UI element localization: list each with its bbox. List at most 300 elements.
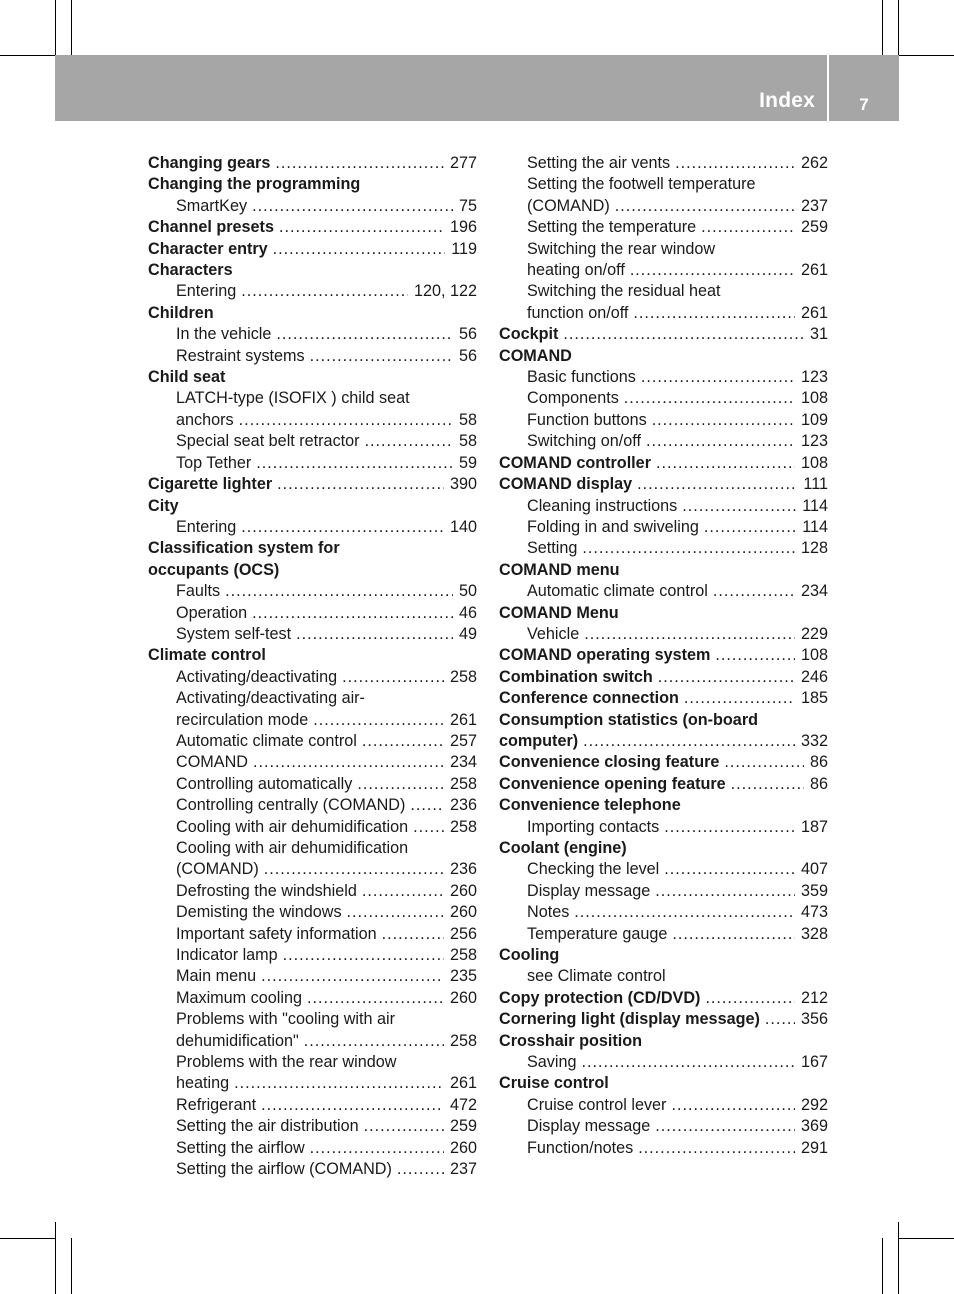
page-reference: 260: [449, 903, 477, 922]
entry-text: (COMAND): [527, 196, 610, 215]
page-reference: 473: [800, 903, 828, 922]
dot-leader: [671, 1095, 795, 1116]
index-subentry: [148, 281, 477, 302]
entry-text: Function/notes: [527, 1138, 634, 1157]
index-subentry: [148, 624, 477, 645]
entry-text: Activating/deactivating: [176, 667, 338, 686]
dot-leader: [362, 881, 444, 902]
dot-leader: [357, 774, 444, 795]
index-subentry: [499, 388, 828, 409]
index-entry: [148, 217, 477, 238]
entry-row: [527, 153, 828, 174]
index-subentry: [499, 817, 828, 838]
entry-text: Convenience closing feature: [499, 753, 720, 772]
index-entry: [148, 260, 477, 281]
entry-row: [499, 474, 828, 495]
page-reference: 140: [449, 517, 477, 536]
entry-text: Top Tether: [176, 453, 252, 472]
page-reference: 58: [458, 410, 477, 429]
page-reference: 390: [449, 475, 477, 494]
entry-row: [176, 1031, 477, 1052]
entry-text: occupants (OCS): [148, 560, 280, 579]
dot-leader: [675, 153, 795, 174]
index-subentry: [499, 1138, 828, 1159]
entry-text: Operation: [176, 603, 248, 622]
index-entry: [499, 453, 828, 474]
entry-text: Characters: [148, 261, 233, 280]
entry-text: Folding in and swiveling: [527, 517, 699, 536]
entry-row: [527, 924, 828, 945]
entry-text: Function buttons: [527, 410, 647, 429]
dot-leader: [313, 710, 444, 731]
entry-row: [527, 1138, 828, 1159]
dot-leader: [713, 581, 795, 602]
index-column-right: [499, 153, 828, 1159]
page-reference: 58: [458, 432, 477, 451]
entry-row: [527, 1116, 828, 1137]
dot-leader: [583, 731, 795, 752]
index-entry: [499, 667, 828, 688]
entry-text: COMAND controller: [499, 453, 651, 472]
entry-row: [176, 346, 477, 367]
dot-leader: [239, 410, 453, 431]
index-subentry: [499, 902, 828, 923]
index-entry: [148, 538, 477, 581]
entry-text: COMAND operating system: [499, 646, 711, 665]
dot-leader: [630, 260, 795, 281]
index-subentry: [499, 881, 828, 902]
index-subentry: [499, 1095, 828, 1116]
index-entry: [148, 239, 477, 260]
dot-leader: [682, 496, 796, 517]
index-entry: [499, 710, 828, 753]
index-subentry: [148, 1159, 477, 1180]
page-reference: 108: [800, 453, 828, 472]
dot-leader: [563, 324, 804, 345]
index-entry: [148, 645, 477, 666]
entry-text: Setting the footwell temperature: [527, 175, 756, 194]
entry-text: Problems with the rear window: [176, 1053, 397, 1072]
page-reference: 259: [800, 218, 828, 237]
dot-leader: [656, 453, 795, 474]
dot-leader: [304, 1031, 444, 1052]
index-entry: [499, 645, 828, 666]
page-reference: 59: [458, 453, 477, 472]
entry-text: Activating/deactivating air-: [176, 689, 365, 708]
index-subentry: [148, 431, 477, 452]
entry-row: [499, 752, 828, 773]
entry-text: anchors: [176, 410, 234, 429]
dot-leader: [655, 881, 795, 902]
dot-leader: [362, 731, 444, 752]
page-title: Index: [759, 89, 815, 112]
header-bar: [55, 55, 899, 121]
entry-text: COMAND menu: [499, 560, 620, 579]
page-reference: 114: [802, 517, 828, 536]
entry-text: Cooling with air dehumidification: [176, 817, 409, 836]
index-subentry: [148, 453, 477, 474]
dot-leader: [364, 1116, 444, 1137]
crop-mark: [71, 0, 72, 56]
index-entry: [499, 752, 828, 773]
dot-leader: [684, 688, 795, 709]
index-entry: [499, 603, 828, 624]
page-reference: 261: [800, 303, 828, 322]
entry-text: Channel presets: [148, 218, 274, 237]
entry-row: [176, 1159, 477, 1180]
entry-row: [527, 388, 828, 409]
index-subentry: [499, 367, 828, 388]
entry-row: [176, 603, 477, 624]
index-subentry: [499, 624, 828, 645]
entry-text: Copy protection (CD/DVD): [499, 988, 701, 1007]
index-subentry: [148, 581, 477, 602]
entry-row: [176, 710, 477, 731]
index-subentry: [148, 324, 477, 345]
index-subentry: [148, 388, 477, 431]
entry-text: Cruise control: [499, 1074, 609, 1093]
crop-mark: [0, 1238, 56, 1239]
entry-row: [527, 303, 828, 324]
dot-leader: [261, 1095, 444, 1116]
entry-row: [527, 367, 828, 388]
entry-row: [176, 795, 477, 816]
entry-text: Convenience opening feature: [499, 774, 726, 793]
page-reference: 114: [802, 496, 828, 515]
entry-text: Changing the programming: [148, 175, 361, 194]
dot-leader: [724, 752, 804, 773]
entry-text: Refrigerant: [176, 1095, 257, 1114]
page-reference: 56: [458, 325, 477, 344]
page-reference: 260: [449, 881, 477, 900]
dot-leader: [234, 1073, 444, 1094]
entry-row: [176, 945, 477, 966]
entry-row: [176, 859, 477, 880]
index-entry: [499, 945, 828, 966]
crop-mark: [882, 0, 883, 56]
entry-text: Child seat: [148, 368, 226, 387]
page-reference: 187: [800, 817, 828, 836]
page-reference: 260: [449, 1138, 477, 1157]
page-reference: 332: [800, 731, 828, 750]
page-reference: 359: [800, 881, 828, 900]
dot-leader: [273, 239, 446, 260]
index-subentry: [499, 174, 828, 217]
entry-text: recirculation mode: [176, 710, 309, 729]
page-reference: 212: [800, 988, 828, 1007]
index-subentry: [148, 196, 477, 217]
page-reference: 235: [449, 967, 477, 986]
entry-text: Cruise control lever: [527, 1095, 667, 1114]
entry-text: In the vehicle: [176, 325, 272, 344]
page-reference: 258: [449, 667, 477, 686]
entry-text: Switching the rear window: [527, 239, 716, 258]
index-subentry: [148, 1138, 477, 1159]
entry-text: LATCH-type (ISOFIX ) child seat: [176, 389, 410, 408]
entry-row: [499, 645, 828, 666]
dot-leader: [633, 303, 795, 324]
page-reference: 262: [800, 154, 828, 172]
entry-row: [176, 453, 477, 474]
index-entry: [148, 153, 477, 174]
entry-text: Children: [148, 303, 214, 322]
dot-leader: [582, 1052, 795, 1073]
entry-text: Indicator lamp: [176, 946, 278, 965]
entry-text: Components: [527, 389, 619, 408]
entry-row: [499, 988, 828, 1009]
entry-text: heating: [176, 1074, 230, 1093]
entry-row: [499, 667, 828, 688]
page-reference: 123: [800, 432, 828, 451]
entry-row: [176, 924, 477, 945]
page-reference: 237: [800, 196, 828, 215]
entry-text: Consumption statistics (on-board: [499, 710, 758, 729]
entry-row: [148, 239, 477, 260]
index-entry: [499, 1009, 828, 1030]
entry-text: Restraint systems: [176, 346, 305, 365]
page-reference: 256: [449, 924, 477, 943]
page-reference: 261: [800, 261, 828, 280]
index-subentry: [499, 153, 828, 174]
index-subentry: [148, 1009, 477, 1052]
dot-leader: [296, 624, 453, 645]
entry-text: Temperature gauge: [527, 924, 668, 943]
page-reference: 237: [449, 1160, 477, 1179]
entry-row: [499, 1009, 828, 1030]
entry-text: Demisting the windows: [176, 903, 342, 922]
entry-row: [499, 688, 828, 709]
page-reference: 56: [458, 346, 477, 365]
entry-text: Climate control: [148, 646, 266, 665]
entry-text: Classification system for: [148, 539, 340, 558]
index-subentry: [148, 945, 477, 966]
dot-leader: [342, 667, 444, 688]
entry-row: [176, 902, 477, 923]
entry-row: [527, 431, 828, 452]
page-reference: 258: [449, 946, 477, 965]
entry-row: [527, 581, 828, 602]
index-subentry: [148, 517, 477, 538]
dot-leader: [704, 517, 796, 538]
entry-text: Main menu: [176, 967, 257, 986]
index-entry: [148, 303, 477, 324]
dot-leader: [638, 1138, 795, 1159]
entry-row: [176, 731, 477, 752]
entry-text: Notes: [527, 903, 570, 922]
dot-leader: [664, 859, 795, 880]
page-reference: 292: [800, 1095, 828, 1114]
index-subentry: [148, 795, 477, 816]
dot-leader: [253, 752, 444, 773]
entry-text: heating on/off: [527, 261, 625, 280]
entry-row: [176, 774, 477, 795]
page-reference: 261: [449, 1074, 477, 1093]
index-column-left: [148, 153, 477, 1181]
entry-row: [176, 1073, 477, 1094]
index-entry: [148, 367, 477, 388]
entry-row: [148, 474, 477, 495]
entry-text: Setting the airflow (COMAND): [176, 1160, 392, 1179]
entry-row: [527, 817, 828, 838]
entry-row: [527, 1095, 828, 1116]
page-reference: 234: [449, 753, 477, 772]
entry-text: Setting the temperature: [527, 218, 697, 237]
entry-text: Cleaning instructions: [527, 496, 678, 515]
page-reference: 196: [449, 218, 477, 237]
entry-text: Importing contacts: [527, 817, 660, 836]
entry-text: Entering: [176, 517, 237, 536]
index-entry: [499, 988, 828, 1009]
entry-row: [176, 196, 477, 217]
page-reference: 49: [458, 624, 477, 643]
dot-leader: [641, 367, 795, 388]
index-subentry: [499, 859, 828, 880]
entry-text: COMAND Menu: [499, 603, 619, 622]
entry-text: Convenience telephone: [499, 796, 681, 815]
crop-mark: [898, 0, 899, 56]
page-reference: 291: [800, 1138, 828, 1157]
index-subentry: [148, 1095, 477, 1116]
entry-row: [527, 859, 828, 880]
index-subentry: [499, 924, 828, 945]
dot-leader: [765, 1009, 795, 1030]
index-subentry: [499, 581, 828, 602]
entry-text: Controlling automatically: [176, 774, 353, 793]
dot-leader: [310, 346, 453, 367]
entry-row: [499, 774, 828, 795]
page-reference: 128: [800, 539, 828, 558]
page-reference: 46: [458, 603, 477, 622]
entry-row: [176, 1138, 477, 1159]
index-entry: [148, 496, 477, 517]
page-reference: 369: [800, 1117, 828, 1136]
dot-leader: [664, 817, 795, 838]
entry-text: Problems with "cooling with air: [176, 1010, 395, 1029]
entry-row: [176, 817, 477, 838]
page-reference: 234: [800, 582, 828, 601]
entry-row: [176, 881, 477, 902]
page-reference: 258: [449, 817, 477, 836]
entry-row: [499, 324, 828, 345]
entry-text: COMAND: [499, 346, 572, 365]
dot-leader: [582, 538, 795, 559]
index-subentry: [499, 281, 828, 324]
entry-row: [527, 624, 828, 645]
index-subentry: [148, 688, 477, 731]
entry-text: COMAND display: [499, 475, 633, 494]
index-entry: [499, 795, 828, 816]
page-reference: 185: [800, 689, 828, 708]
page-reference: 259: [449, 1117, 477, 1136]
page-reference: 119: [451, 239, 477, 258]
entry-text: Saving: [527, 1053, 577, 1072]
index-subentry: [148, 346, 477, 367]
entry-row: [499, 453, 828, 474]
entry-text: Setting the air vents: [527, 154, 671, 172]
crop-mark: [898, 55, 954, 56]
index-entry: [499, 838, 828, 859]
entry-text: Cooling: [499, 946, 560, 965]
page-reference: 407: [800, 860, 828, 879]
dot-leader: [347, 902, 444, 923]
entry-row: [527, 538, 828, 559]
page-reference: 229: [800, 624, 828, 643]
dot-leader: [672, 924, 795, 945]
crop-mark: [71, 1238, 72, 1294]
index-subentry: [148, 1116, 477, 1137]
page-reference: 108: [800, 389, 828, 408]
entry-text: Defrosting the windshield: [176, 881, 357, 900]
index-subentry: [499, 1052, 828, 1073]
page-reference: 31: [809, 325, 828, 344]
dot-leader: [307, 988, 444, 1009]
index-subentry: [148, 731, 477, 752]
dot-leader: [264, 859, 444, 880]
dot-leader: [615, 196, 795, 217]
entry-row: [176, 966, 477, 987]
entry-text: Display message: [527, 881, 651, 900]
index-entry: [499, 688, 828, 709]
entry-text: Setting: [527, 539, 578, 558]
entry-row: [527, 902, 828, 923]
entry-text: Combination switch: [499, 667, 653, 686]
dot-leader: [624, 388, 795, 409]
entry-text: Controlling centrally (COMAND): [176, 796, 406, 815]
dot-leader: [574, 902, 795, 923]
dot-leader: [731, 774, 804, 795]
entry-text: see Climate control: [527, 967, 666, 986]
index-subentry: [499, 538, 828, 559]
page-reference: 258: [449, 774, 477, 793]
page-reference: 236: [449, 796, 477, 815]
dot-leader: [225, 581, 453, 602]
entry-text: computer): [499, 731, 579, 750]
entry-row: [176, 1095, 477, 1116]
entry-text: Cornering light (display message): [499, 1010, 760, 1029]
crop-mark: [55, 1222, 56, 1294]
dot-leader: [397, 1159, 444, 1180]
entry-row: [148, 217, 477, 238]
index-subentry: [148, 881, 477, 902]
entry-row: [176, 988, 477, 1009]
entry-text: Setting the airflow: [176, 1138, 305, 1157]
dot-leader: [283, 945, 444, 966]
index-subentry: [148, 752, 477, 773]
dot-leader: [655, 1116, 795, 1137]
page-reference: 472: [449, 1095, 477, 1114]
entry-text: System self-test: [176, 624, 292, 643]
entry-text: Cockpit: [499, 325, 559, 344]
entry-row: [176, 431, 477, 452]
index-subentry: [499, 410, 828, 431]
index-subentry: [148, 924, 477, 945]
dot-leader: [584, 624, 795, 645]
dot-leader: [252, 603, 453, 624]
index-subentry: [499, 217, 828, 238]
index-subentry: [499, 239, 828, 282]
dot-leader: [241, 517, 444, 538]
entry-text: Special seat belt retractor: [176, 432, 360, 451]
index-subentry: [148, 966, 477, 987]
page-reference: 246: [800, 667, 828, 686]
entry-row: [527, 517, 828, 538]
dot-leader: [276, 324, 453, 345]
index-entry: [499, 774, 828, 795]
index-entry: [499, 474, 828, 495]
entry-text: Automatic climate control: [176, 731, 357, 750]
index-entry: [499, 324, 828, 345]
index-entry: [499, 1073, 828, 1094]
